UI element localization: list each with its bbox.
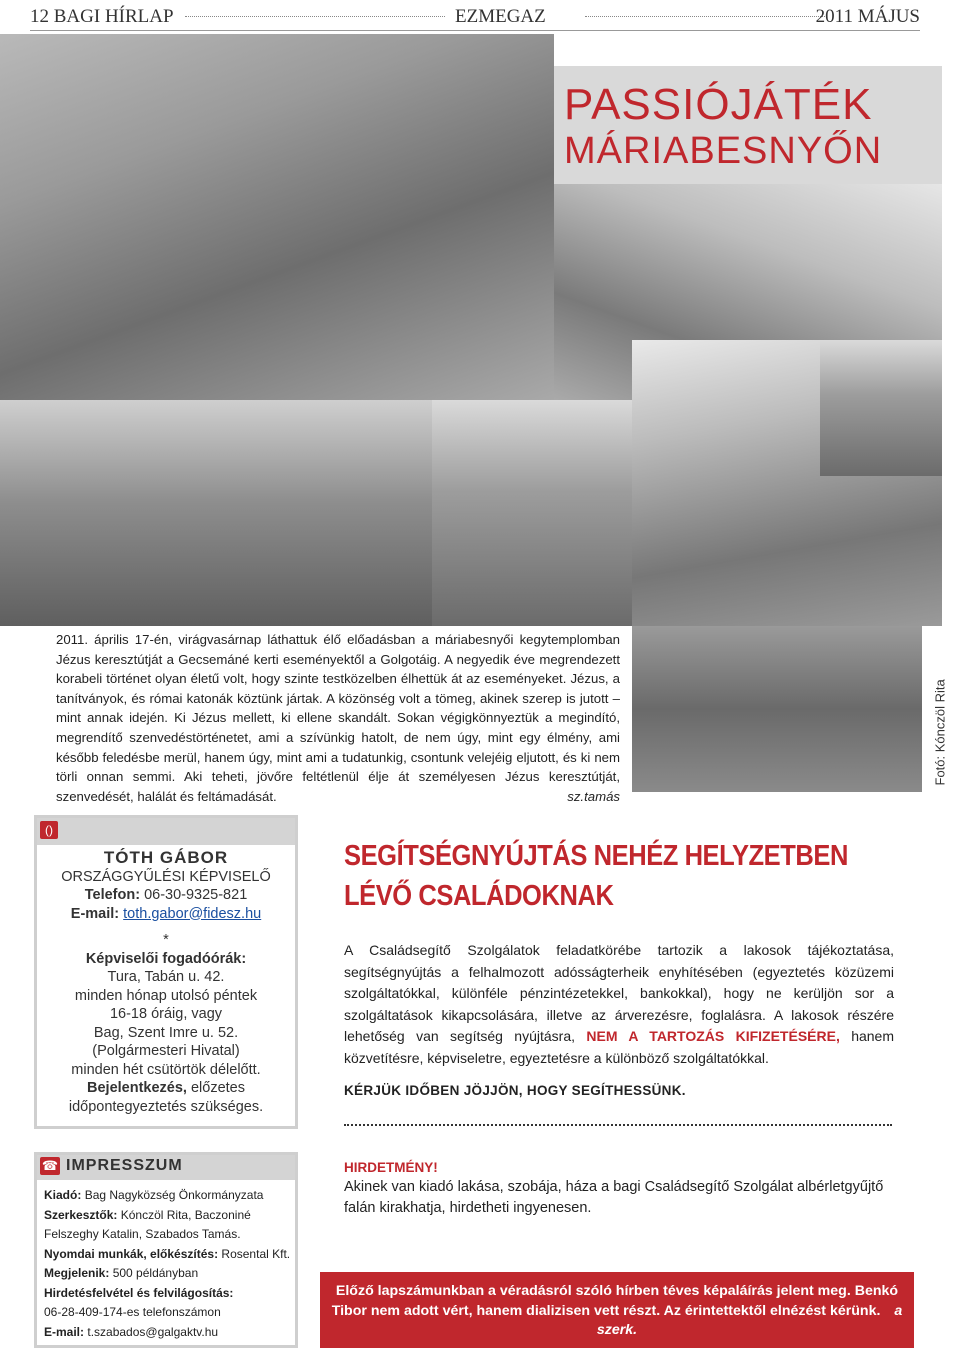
contact-email: E-mail: toth.gabor@fidesz.hu — [70, 905, 262, 922]
impresszum-box — [34, 1152, 298, 1348]
appointment-note: Bejelentkezés, előzetes — [87, 1080, 245, 1096]
correction-sign: a szerk. — [596, 1302, 903, 1338]
section-name: EZMEGAZ — [455, 6, 546, 27]
correction-text: Előző lapszámunkban a véradásról szóló hírben téves képaláírás jelent meg. Benkó Tibor nem adott vért, hanem dializisen vett részt. Az érintettektől elnézést kérünk. — [331, 1283, 899, 1319]
hirdetmeny-text: Akinek van kiadó lakása, szobája, háza a bagi Családsegítő Szolgálat albérletgyűjtő falán kirakhatja, hirdetheti ingyenesen. — [344, 1179, 884, 1216]
office-hours-line: Bag, Szent Imre u. 52. — [93, 1024, 239, 1041]
photo-carrying-cross — [0, 400, 432, 626]
office-hours-line: minden hónap utolsó péntek — [74, 987, 258, 1004]
contact-body — [54, 849, 278, 1116]
office-hours-title: Képviselői fogadóórák: — [85, 950, 247, 967]
office-hours-line: (Polgármesteri Hivatal) — [92, 1043, 240, 1059]
page-number-and-paper: 12 BAGI HÍRLAP — [30, 6, 174, 27]
article-title-line2: MÁRIABESNYŐN — [564, 130, 883, 172]
contact-email-link[interactable]: toth.gabor@fidesz.hu — [123, 905, 262, 922]
contact-separator: * — [163, 932, 169, 948]
photo-credit: Fotó: Kónczöl Rita — [932, 679, 948, 786]
help-article-cta: KÉRJÜK IDŐBEN JÖJJÖN, HOGY SEGÍTHESSÜNK. — [344, 1083, 686, 1098]
phone-icon: ☎ — [41, 1158, 59, 1173]
office-hours-line: Tura, Tabán u. 42. — [107, 969, 225, 985]
appointment-note-line2: időpontegyeztetés szükséges. — [68, 1098, 264, 1115]
contact-phone: Telefon: 06-30-9325-821 — [84, 887, 248, 903]
hirdetmeny — [344, 1160, 892, 1219]
header-ornament-left — [185, 16, 445, 17]
correction-notice — [320, 1272, 914, 1348]
issue-date: 2011 MÁJUS — [815, 6, 920, 27]
photo-crowd-stage — [0, 34, 554, 400]
dotted-divider — [344, 1124, 892, 1126]
article-author: sz.tamás — [567, 788, 620, 804]
office-hours-line: 16-18 óráig, vagy — [109, 1006, 223, 1022]
help-article-title: SEGÍTSÉGNYÚJTÁS NEHÉZ HELYZETBEN LÉVŐ CSALÁDOKNAK — [344, 840, 848, 912]
help-article — [344, 836, 894, 1098]
highlight-not-payment: NEM A TARTOZÁS KIFIZETÉSÉRE, — [586, 1028, 840, 1044]
header-rule — [30, 30, 920, 31]
office-hours-line: minden hét csütörtök délelőtt. — [71, 1061, 261, 1078]
article-title-line1: PASSIÓJÁTÉK — [564, 80, 873, 129]
contact-name: TÓTH GÁBOR — [103, 848, 229, 867]
contact-role: ORSZÁGGYŰLÉSI KÉPVISELŐ — [61, 868, 271, 885]
impresszum-title: IMPRESSZUM — [66, 1157, 183, 1174]
photo-crucifixion-inset — [820, 340, 942, 476]
title-box — [554, 66, 942, 184]
hirdetmeny-title: HIRDETMÉNY! — [344, 1160, 438, 1175]
impresszum-body: Kiadó: Bag Nagyközség Önkormányzata Szerkesztők: Kónczöl Rita, Baczoniné Felszeghy Katalin, Szabados Tamás. Nyomdai munkák, előkészítés: Rosental Kft. Megjelenik: 500 példányban Hirdetésfelvétel és felvilágosítás: 06-28-409-174-es telefonszámon E-mail: t.szabados@galgaktv.hu — [44, 1188, 291, 1339]
photo-soldiers — [432, 400, 632, 626]
photo-cross-raised — [632, 626, 922, 792]
help-article-body: A Családsegítő Szolgálatok feladatkörébe tartozik a lakosok tájékoztatása, segítségnyújtás a felhalmozott adósságterheik enyhítésében (egyeztetés közüzemi szolgáltatókkal, különféle pénzintézetekkel, bankokkal), hogy ne kerüljön sor a szolgáltatások kikapcsolására, illetve az árverezésre, foglalásra. A lakosok részére lehetőség van segítség nyújtásra, NEM A TARTOZÁS KIFIZETÉSÉRE, hanem közvetítésre, képviseletre, egyeztetésre a különböző szolgáltatókkal. — [344, 942, 895, 1066]
contact-box — [34, 815, 298, 1129]
page-header — [30, 4, 920, 30]
header-ornament-right — [585, 16, 825, 17]
party-logo-icon: () — [40, 821, 58, 839]
article-caption: 2011. április 17-én, virágvasárnap láthattuk élő előadásban a máriabesnyői kegytemplomban Jézus keresztútját a Gecsemáné kerti eseményektől a Golgotáig. A negyedik éve megrendezett korabeli történet olyan életű volt, hogy szinte testközelben élhettük át az eseményeket. Jézus, a tanítványok, és római katonák köztünk jártak. A közönség volt a tömeg, akinek szerep is jutott – mint annak idején. Ki Jézus mellett, ki ellene skandált. Sokan végigkönnyeztük a megindító, megrendítő szenvedéstörténetet, ami a szívünkig hatolt, de nem úgy, mint egy élmény, ami később feledésbe merül, hanem úgy, mint ami a tudatunkig, csontunk velejéig eljutott, és ki nem törli onnan semmi. Aki teheti, jövőre feltétlenül élje át személyesen Jézus keresztútját, szenvedését, halálát és feltámadását. sz.tamás — [56, 630, 620, 806]
impresszum-email[interactable]: t.szabados@galgaktv.hu — [87, 1324, 219, 1339]
